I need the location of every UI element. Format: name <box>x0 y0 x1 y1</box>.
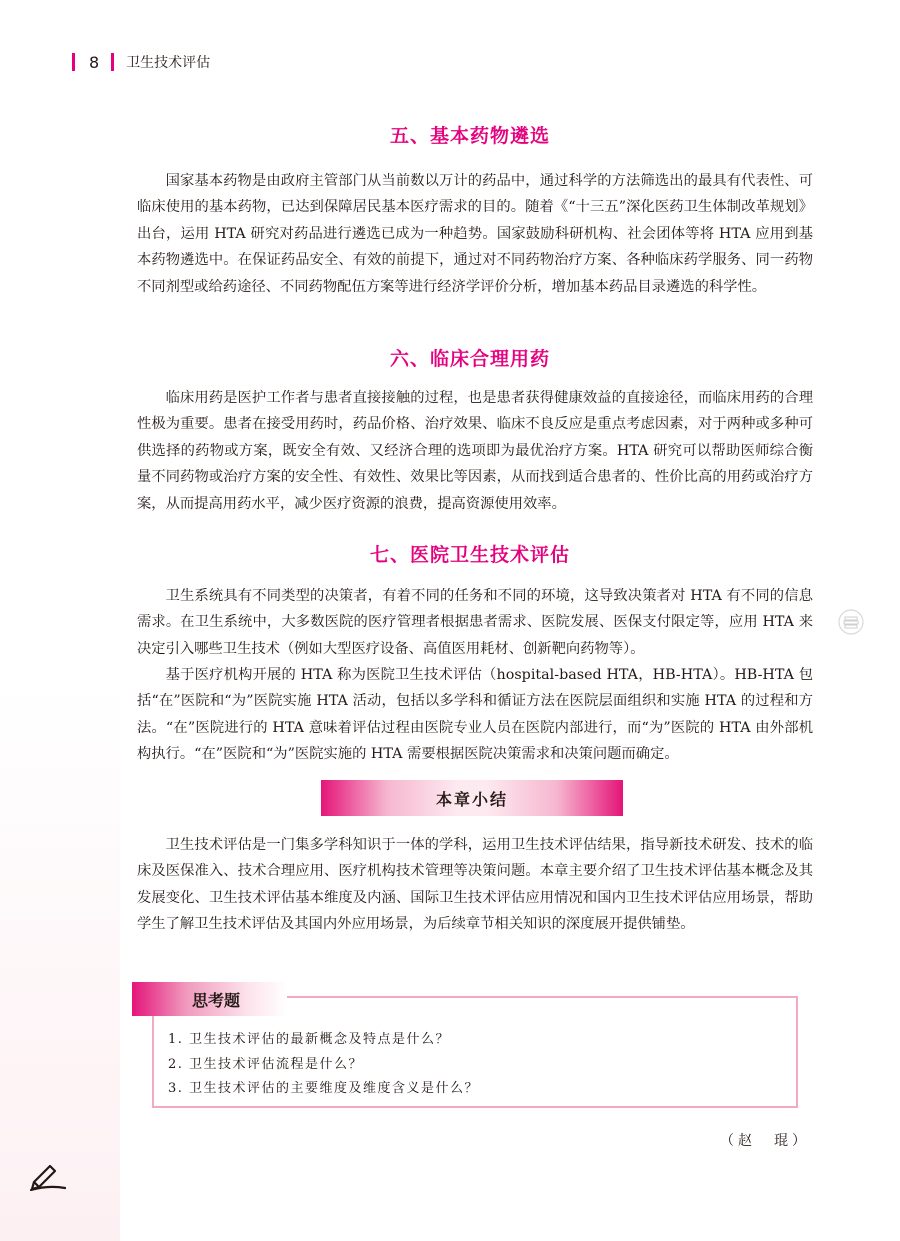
page-header <box>72 50 210 74</box>
chapter-summary-text: 卫生技术评估是一门集多学科知识于一体的学科，运用卫生技术评估结果，指导新技术研发、技术的临床及医保准入、技术合理应用、医疗机构技术管理等决策问题。本章主要介绍了卫生技术评估基本概念及其发展变化、卫生技术评估基本维度及内涵、国际卫生技术评估应用情况和国内卫生技术评估应用场景，帮助学生了解卫生技术评估及其国内外应用场景，为后续章节相关知识的深度展开提供铺垫。 <box>137 837 813 933</box>
page-number: 8 <box>89 52 100 72</box>
chapter-summary-banner <box>321 780 623 816</box>
header-bar-right <box>111 53 114 71</box>
header-bar-left <box>72 53 75 71</box>
section-title-essential-drugs: 五、基本药物遴选 <box>389 125 550 147</box>
book-stack-icon <box>838 609 864 635</box>
section-title-rational-drug-use: 六、临床合理用药 <box>389 348 550 370</box>
question-item: 3. 卫生技术评估的主要维度及维度含义是什么？ <box>168 1081 480 1096</box>
author-credit: （赵 琨） <box>720 1133 810 1149</box>
questions-list <box>168 1028 479 1102</box>
pen-icon <box>28 1158 68 1192</box>
questions-title: 思考题 <box>192 990 241 1010</box>
left-margin-band <box>0 0 120 1241</box>
section-paragraph: 国家基本药物是由政府主管部门从当前数以万计的药品中，通过科学的方法筛选出的最具有代表性、可临床使用的基本药物，已达到保障居民基本医疗需求的目的。随着《“十三五”深化医药卫生体制改革规划》出台，运用 HTA 研究对药品进行遴选已成为一种趋势。国家鼓励科研机构、社会团体等将 HTA 应用到基本药物遴选中。在保证药品安全、有效的前提下，通过对不同药物治疗方案、各种临床药学服务、同一药物不同剂型或给药途径、不同药物配伍方案等进行经济学评价分析，增加基本药品目录遴选的科学性。 <box>137 173 813 295</box>
chapter-summary-title: 本章小结 <box>435 789 508 809</box>
section-paragraph: 临床用药是医护工作者与患者直接接触的过程，也是患者获得健康效益的直接途径，而临床用药的合理性极为重要。患者在接受用药时，药品价格、治疗效果、临床不良反应是重点考虑因素，对于两种或多种可供选择的药物或方案，既安全有效、又经济合理的选项即为最优治疗方案。HTA 研究可以帮助医师综合衡量不同药物或治疗方案的安全性、有效性、效果比等因素，从而找到适合患者的、性价比高的用药或治疗方案，从而提高用药水平，减少医疗资源的浪费，提高资源使用效率。 <box>137 390 813 512</box>
questions-tab <box>132 982 287 1016</box>
question-item: 1. 卫生技术评估的最新概念及特点是什么？ <box>168 1032 451 1047</box>
running-title: 卫生技术评估 <box>126 55 211 71</box>
section-paragraph: 卫生系统具有不同类型的决策者，有着不同的任务和不同的环境，这导致决策者对 HTA 有不同的信息需求。在卫生系统中，大多数医院的医疗管理者根据患者需求、医院发展、医保支付限定等，应用 HTA 来决定引入哪些卫生技术（例如大型医疗设备、高值医用耗材、创新靶向药物等）。 <box>137 588 813 657</box>
section-paragraph: 基于医疗机构开展的 HTA 称为医院卫生技术评估（hospital-based HTA，HB-HTA）。HB-HTA 包括“在”医院和“为”医院实施 HTA 活动，包括以多学科和循证方法在医院层面组织和实施 HTA 的过程和方法。“在”医院进行的 HTA 意味着评估过程由医院专业人员在医院内部进行，而“为”医院的 HTA 由外部机构执行。“在”医院和“为”医院实施的 HTA 需要根据医院决策需求和决策问题而确定。 <box>137 667 813 763</box>
question-item: 2. 卫生技术评估流程是什么？ <box>168 1056 364 1072</box>
section-title-hospital-hta: 七、医院卫生技术评估 <box>369 544 570 566</box>
